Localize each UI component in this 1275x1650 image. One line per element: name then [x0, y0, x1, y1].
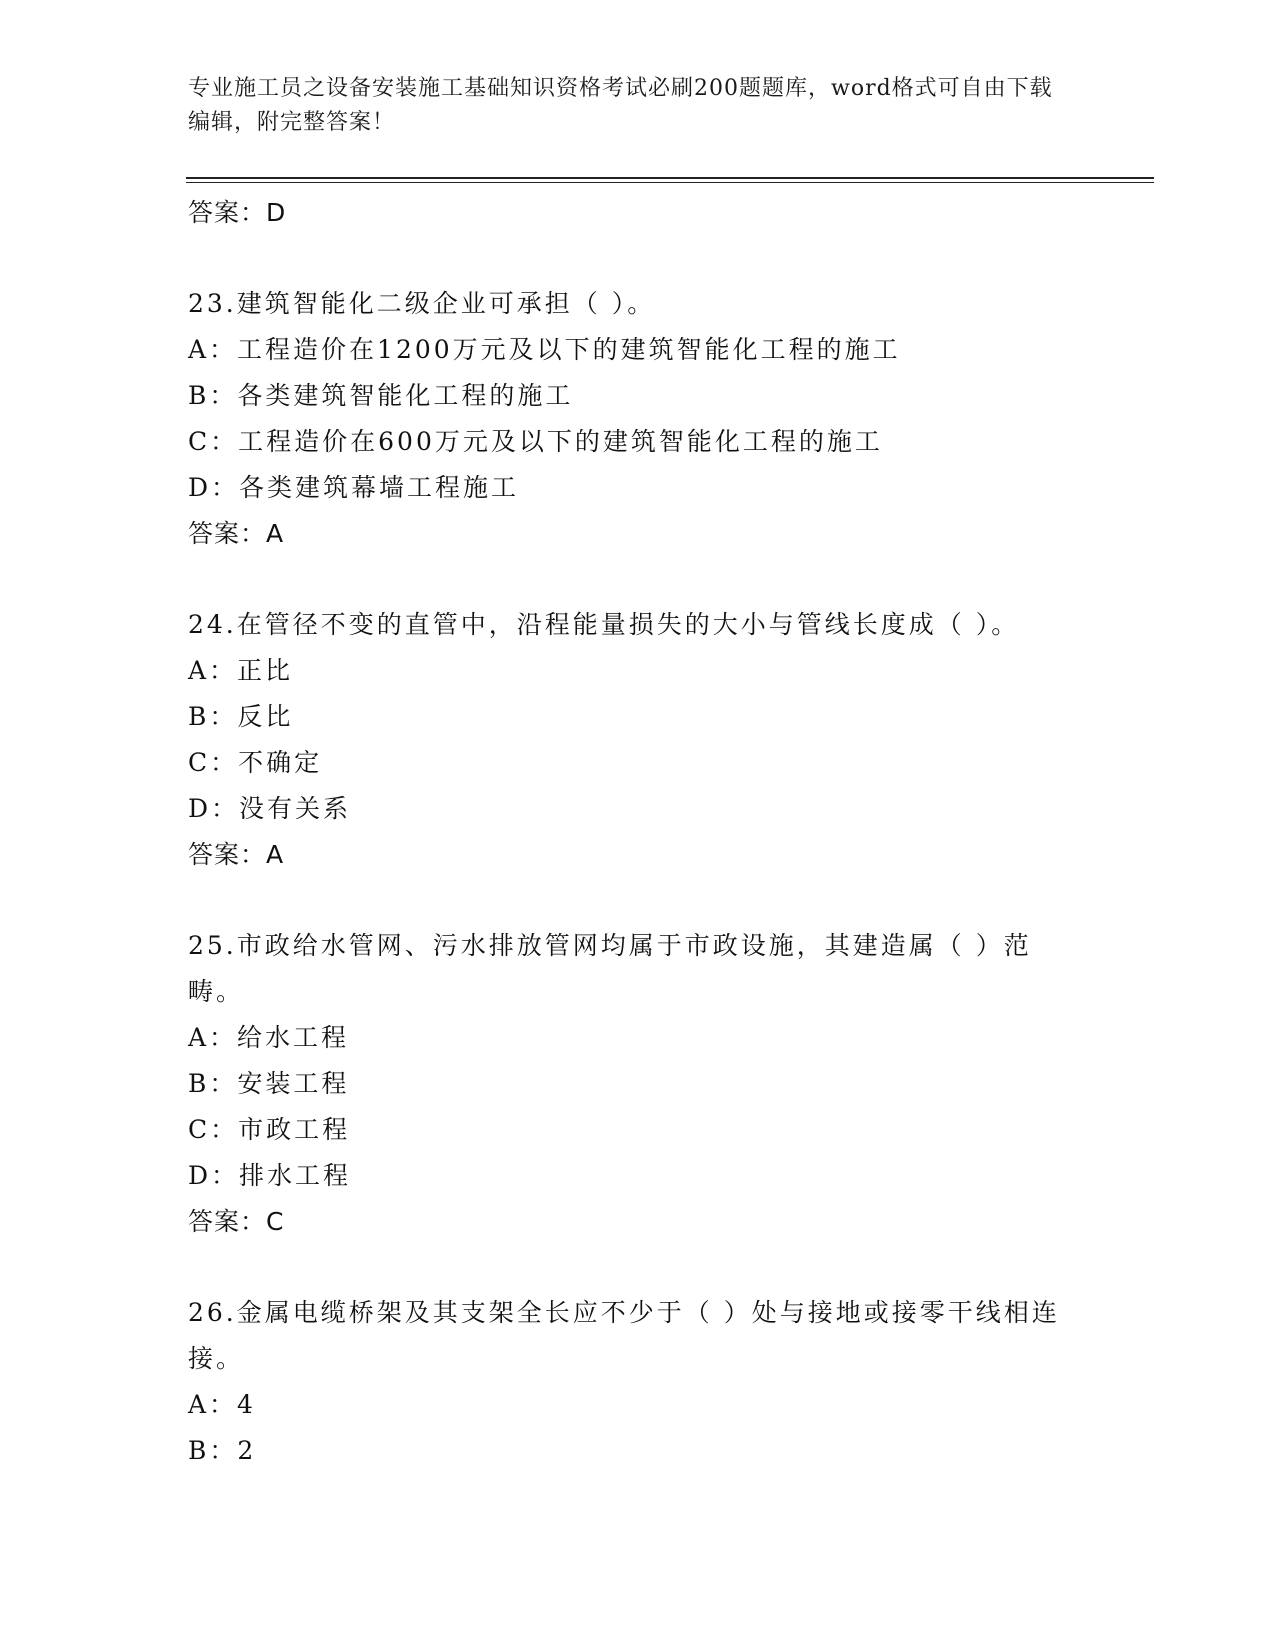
page-header: 专业施工员之设备安装施工基础知识资格考试必刷200题题库，word格式可自由下载编辑，附完整答案！: [188, 76, 1053, 135]
question-26: [188, 1290, 1088, 1474]
question-25: [188, 923, 1088, 1245]
option-a: A：4: [188, 1390, 256, 1419]
question-stem: 26.金属电缆桥架及其支架全长应不少于（ ）处与接地或接零干线相连接。: [188, 1298, 1060, 1373]
question-stem: 25.市政给水管网、污水排放管网均属于市政设施，其建造属（ ）范畴。: [188, 931, 1032, 1006]
option-c: C：市政工程: [188, 1115, 351, 1144]
question-24: [188, 602, 1088, 878]
document-body: [188, 190, 1088, 1474]
spacer: [188, 1245, 1088, 1290]
option-d: D：排水工程: [188, 1161, 352, 1190]
question-stem: 23.建筑智能化二级企业可承担（ ）。: [188, 289, 656, 318]
option-b: B：反比: [188, 702, 294, 731]
option-b: B：安装工程: [188, 1069, 350, 1098]
previous-answer: 答案：D: [188, 198, 287, 227]
spacer: [188, 236, 1088, 281]
question-stem: 24.在管径不变的直管中，沿程能量损失的大小与管线长度成（ ）。: [188, 610, 1020, 639]
spacer: [188, 878, 1088, 923]
answer-line: 答案：A: [188, 519, 285, 548]
option-d: D：各类建筑幕墙工程施工: [188, 473, 520, 502]
option-a: A：正比: [188, 656, 294, 685]
option-b: B：2: [188, 1436, 257, 1465]
answer-line: 答案：A: [188, 840, 285, 869]
option-c: C：工程造价在600万元及以下的建筑智能化工程的施工: [188, 427, 883, 456]
question-23: [188, 281, 1088, 557]
header-divider: [186, 177, 1154, 179]
option-b: B：各类建筑智能化工程的施工: [188, 381, 574, 410]
answer-line: 答案：C: [188, 1207, 285, 1236]
option-d: D：没有关系: [188, 794, 352, 823]
header-divider-thin: [186, 182, 1154, 183]
spacer: [188, 557, 1088, 602]
option-a: A：工程造价在1200万元及以下的建筑智能化工程的施工: [188, 335, 901, 364]
option-c: C：不确定: [188, 748, 323, 777]
option-a: A：给水工程: [188, 1023, 350, 1052]
